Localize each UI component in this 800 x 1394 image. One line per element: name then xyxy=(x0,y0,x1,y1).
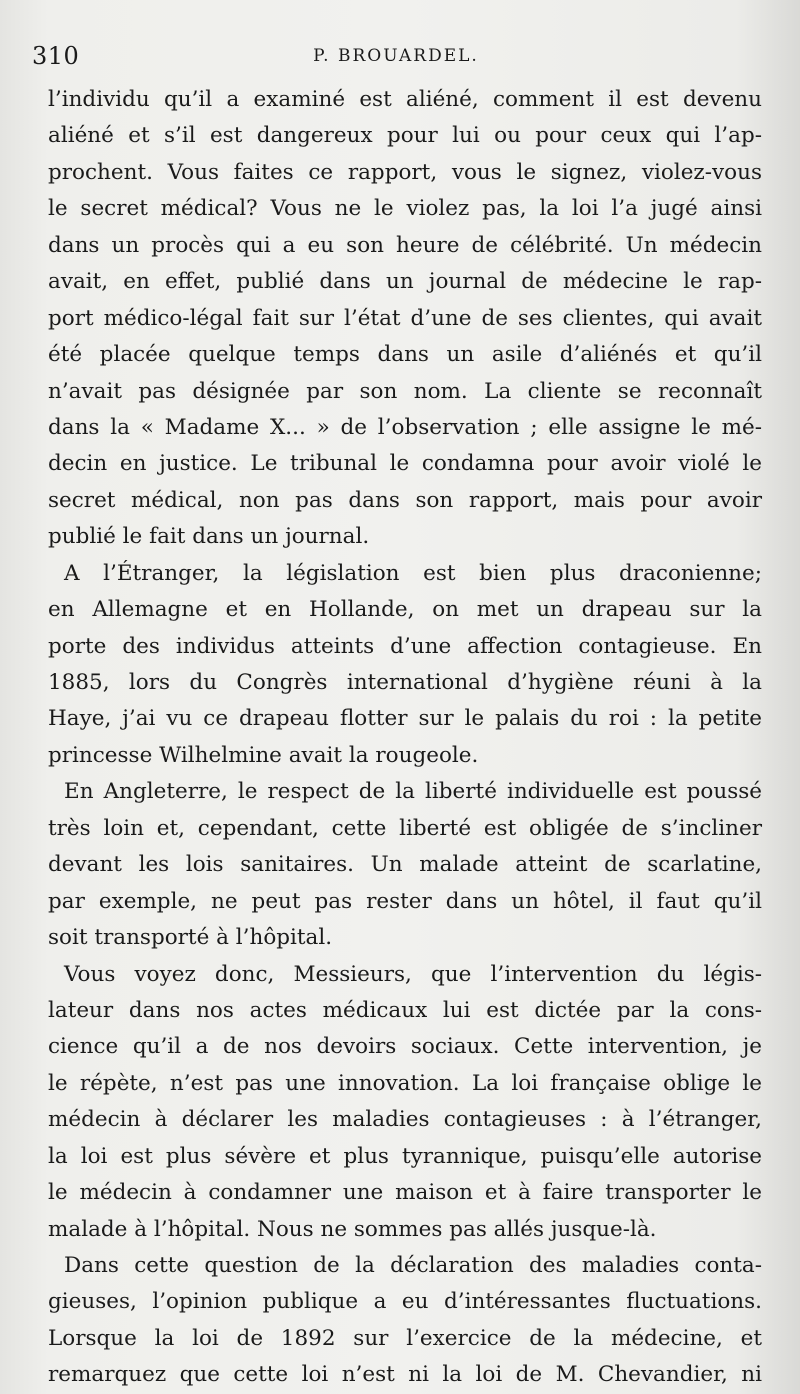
text-line: 1885, lors du Congrès international d’hygiène réuni à la xyxy=(48,670,762,695)
text-line: soit transporté à l’hôpital. xyxy=(48,925,333,951)
text-line: l’individu qu’il a examiné est aliéné, comment il est devenu xyxy=(48,87,762,112)
text-line: n’avait pas désignée par son nom. La cliente se reconnaît xyxy=(48,378,762,404)
text-line: la loi est plus sévère et plus tyrannique, puisqu’elle autorise xyxy=(48,1143,762,1169)
text-line: secret médical, non pas dans son rapport, mais pour avoir xyxy=(48,487,762,513)
page-number: 310 xyxy=(32,42,80,70)
text-line: gieuses, l’opinion publique a eu d’intéressantes fluctuations. xyxy=(48,1289,762,1315)
text-line: A l’Étranger, la législation est bien plus draconienne; xyxy=(64,560,762,586)
text-line: remarquez que cette loi n’est ni la loi de M. Chevandier, ni xyxy=(48,1362,762,1388)
text-line: le médecin à condamner une maison et à faire transporter le xyxy=(48,1180,762,1206)
body-text xyxy=(48,82,762,1394)
text-line: porte des individus atteints d’une affection contagieuse. En xyxy=(48,633,762,659)
text-line: dans la « Madame X... » de l’observation ; elle assigne le mé- xyxy=(48,414,762,440)
text-line: En Angleterre, le respect de la liberté individuelle est poussé xyxy=(64,779,762,805)
text-line: Lorsque la loi de 1892 sur l’exercice de la médecine, et xyxy=(48,1325,762,1351)
running-head: P. BROUARDEL. xyxy=(313,46,479,66)
page-header xyxy=(32,42,760,78)
text-line: le répète, n’est pas une innovation. La loi française oblige le xyxy=(48,1070,762,1096)
text-line: le secret médical? Vous ne le violez pas, la loi l’a jugé ainsi xyxy=(48,196,762,222)
text-line: aliéné et s’il est dangereux pour lui ou pour ceux qui l’ap- xyxy=(48,123,762,149)
text-line: par exemple, ne peut pas rester dans un hôtel, il faut qu’il xyxy=(48,888,762,914)
text-line: devant les lois sanitaires. Un malade atteint de scarlatine, xyxy=(48,852,762,878)
text-line: été placée quelque temps dans un asile d’aliénés et qu’il xyxy=(48,342,762,368)
text-line: en Allemagne et en Hollande, on met un drapeau sur la xyxy=(48,597,762,623)
text-line: prochent. Vous faites ce rapport, vous le signez, violez-vous xyxy=(48,159,762,185)
text-line: Vous voyez donc, Messieurs, que l’intervention du légis- xyxy=(64,961,762,987)
text-line: Dans cette question de la déclaration des maladies conta- xyxy=(64,1253,762,1278)
text-line: malade à l’hôpital. Nous ne sommes pas allés jusque-là. xyxy=(48,1216,657,1242)
text-line: dans un procès qui a eu son heure de célébrité. Un médecin xyxy=(48,232,762,258)
text-line: decin en justice. Le tribunal le condamna pour avoir violé le xyxy=(48,451,762,477)
text-line: avait, en effet, publié dans un journal de médecine le rap- xyxy=(48,269,762,295)
text-line: port médico-légal fait sur l’état d’une de ses clientes, qui avait xyxy=(48,305,762,331)
text-line: princesse Wilhelmine avait la rougeole. xyxy=(48,742,479,768)
text-line: médecin à déclarer les maladies contagieuses : à l’étranger, xyxy=(48,1107,762,1133)
text-line: publié le fait dans un journal. xyxy=(48,524,370,550)
text-line: lateur dans nos actes médicaux lui est dictée par la cons- xyxy=(48,997,762,1023)
text-line: très loin et, cependant, cette liberté est obligée de s’incliner xyxy=(48,815,762,841)
text-line: Haye, j’ai vu ce drapeau flotter sur le palais du roi : la petite xyxy=(48,706,762,732)
text-line: cience qu’il a de nos devoirs sociaux. Cette intervention, je xyxy=(48,1034,762,1060)
